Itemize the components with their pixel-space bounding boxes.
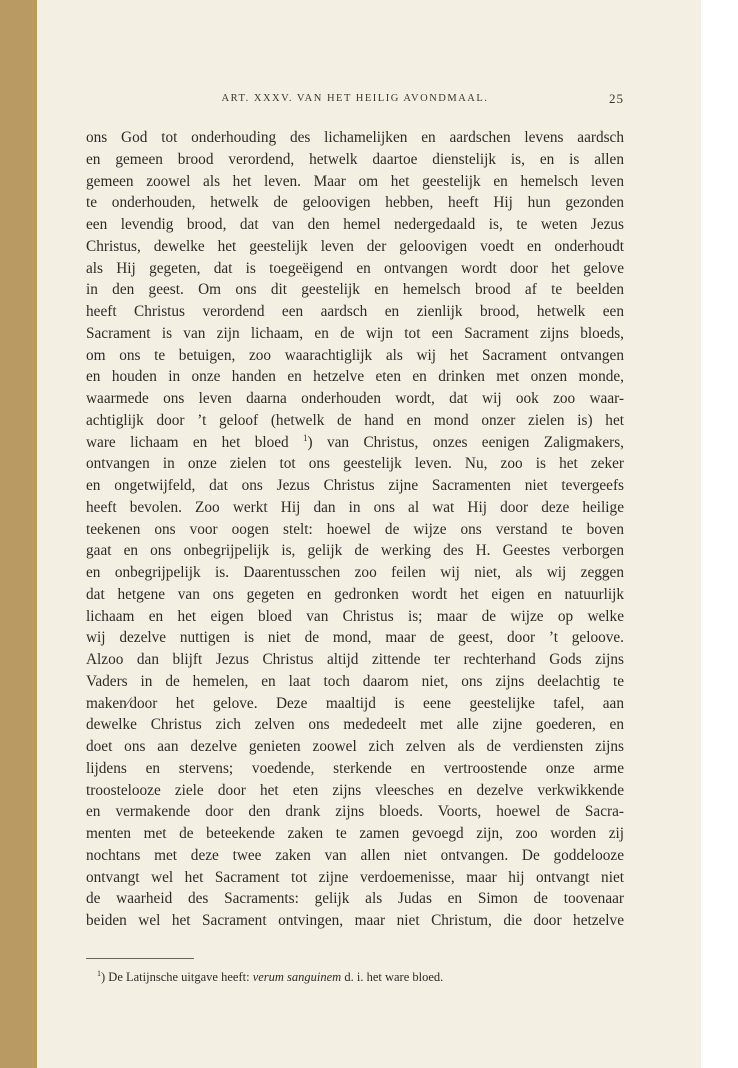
running-header-title: ART. XXXV. VAN HET HEILIG AVONDMAAL. [221,93,489,104]
text-line: beiden wel het Sacrament ontvingen, maar niet Christum, die door hetzelve [86,912,624,929]
text-line-with-footnote-ref [86,432,624,454]
footnote-marker: 1 [97,968,101,978]
text-line: de waarheid des Sacraments: gelijk als Judas en Simon de toovenaar [86,890,624,908]
text-line: en ongetwijfeld, dat ons Jezus Christus zijne Sacramenten niet tevergeefs [86,477,624,494]
text-line: dat hetgene van ons gegeten en gedronken wordt het eigen en natuurlijk [86,585,624,603]
margin-background [701,0,738,1068]
text-line: en onbegrijpelijk is. Daarentusschen zoo feilen wij niet, als wij zeggen [86,564,624,581]
footnote-divider [86,958,194,959]
book-spine-edge [0,0,37,1068]
text-line: heeft bevolen. Zoo werkt Hij dan in ons al wat Hij door deze heilige [86,498,624,516]
text-line: gemeen zoowel als het leven. Maar om het geestelijk en hemelsch leven [86,172,624,190]
text-line: maken⁄door het gelove. Deze maaltijd is eene geestelijke tafel, aan [86,694,624,712]
page-number: 25 [609,91,624,106]
footnote-text: ) De Latijnsche uitgave heeft: [101,970,250,984]
text-segment: ware lichaam en het bloed [86,433,289,451]
text-segment: ) van Christus, onzes eenigen Zaligmakers, [307,433,625,451]
running-header [86,93,624,113]
text-line: te onderhouden, hetwelk de geloovigen hebben, heeft Hij hun gezonden [86,194,624,212]
text-line: Sacrament is van zijn lichaam, en de wijn tot een Sacrament zijns bloeds, [86,324,624,342]
text-line: ons God tot onderhouding des lichamelijken en aardschen levens aardsch [86,129,624,146]
text-line: in den geest. Om ons dit geestelijk en hemelsch brood af te beelden [86,281,624,299]
text-line: waarmede ons leven daarna onderhouden wordt, dat wij ook zoo waar- [86,390,624,407]
text-line: nochtans met deze twee zaken van allen niet ontvangen. De goddelooze [86,846,624,864]
text-line: lijdens en stervens; voedende, sterkende en vertroostende onze arme [86,759,624,777]
footnote [97,970,617,985]
body-text [86,127,624,932]
footnote-text: d. i. het ware bloed. [344,970,444,984]
text-line: ontvangt wel het Sacrament tot zijne verdoemenisse, maar hij ontvangt niet [86,868,624,886]
text-line: Alzoo dan blijft Jezus Christus altijd zittende ter rechterhand Gods zijns [86,651,624,668]
text-line: teekenen ons voor oogen stelt: hoewel de wijze ons verstand te boven [86,520,624,538]
text-line: ontvangen in onze zielen tot ons geestelijk leven. Nu, zoo is het zeker [86,455,624,473]
text-line: doet ons aan dezelve genieten zoowel zich zelven als de verdiensten zijns [86,738,624,755]
text-line: menten met de beteekende zaken te zamen gevoegd zijn, zoo worden zij [86,825,624,842]
footnote-latin-phrase: verum sanguinem [252,970,342,984]
text-line: gaat en ons onbegrijpelijk is, gelijk de werking des H. Geestes verborgen [86,542,624,560]
text-line: een levendig brood, dat van den hemel nedergedaald is, te weten Jezus [86,216,624,233]
text-line: dewelke Christus zich zelven ons mededeelt met alle zijne goederen, en [86,716,624,734]
text-line: lichaam en het eigen bloed van Christus is; maar de wijze op welke [86,607,624,625]
text-line: en houden in onze handen en hetzelve eten en drinken met onzen monde, [86,368,624,386]
text-line: troostelooze ziele door het eten zijns vleesches en dezelve verkwikkende [86,781,624,799]
text-line: om ons te betuigen, zoo waarachtiglijk als wij het Sacrament ontvangen [86,346,624,364]
text-line: en gemeen brood verordend, hetwelk daartoe dienstelijk is, en is allen [86,150,624,168]
footnote-reference[interactable]: 1 [303,432,308,443]
text-line: Vaders in de hemelen, en laat toch daarom niet, ons zijns deelachtig te [86,672,624,690]
text-line: als Hij gegeten, dat is toegeëigend en ontvangen wordt door het gelove [86,259,624,277]
text-line: Christus, dewelke het geestelijk leven der geloovigen voedt en onderhoudt [86,237,624,255]
text-line: wij dezelve nuttigen is niet de mond, maar de geest, door ’t geloove. [86,629,624,647]
text-line: en vermakende door den drank zijns bloeds. Voorts, hoewel de Sacra- [86,803,624,821]
text-line: heeft Christus verordend een aardsch en zienlijk brood, hetwelk een [86,303,624,320]
text-line: achtiglijk door ’t geloof (hetwelk de hand en mond onzer zielen is) het [86,411,624,429]
